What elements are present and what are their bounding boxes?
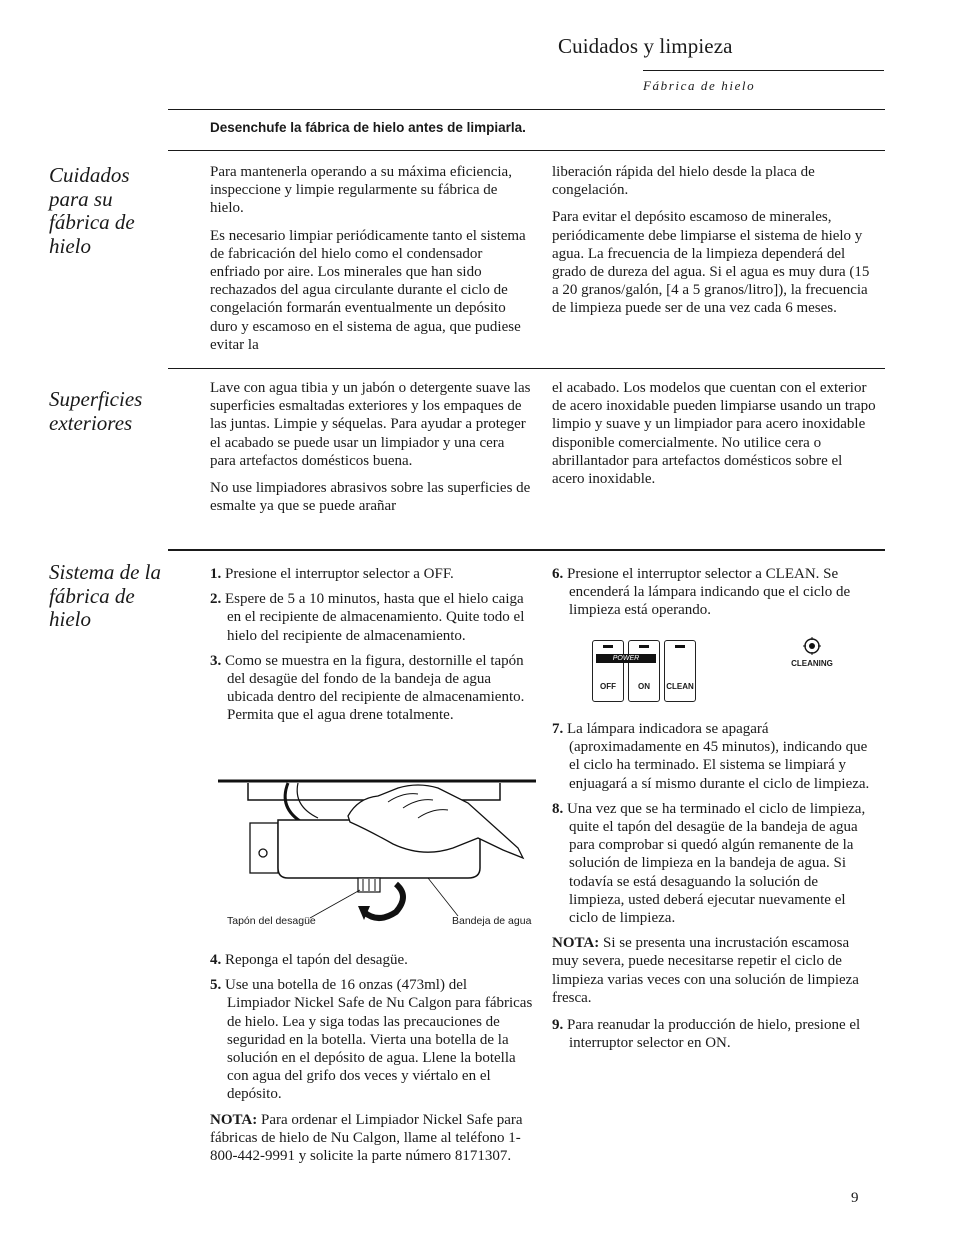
- step-item: 1. Presione el interruptor selector a OFF.: [210, 566, 454, 582]
- indicator-lamp: [639, 645, 649, 648]
- surfaces-paragraph: Lave con agua tibia y un jabón o detergente suave las superficies esmaltadas exteriores y los empaques de las juntas. Limpie y séquelas. Para ayudar a proteger el acabado se puede usar un limpiador y una cera para artefactos domésticos buena.: [210, 380, 531, 469]
- drain-illustration: [218, 778, 536, 930]
- drain-figure: [218, 778, 536, 930]
- figure-label-plug: Tapón del desagüe: [227, 915, 316, 927]
- system-left-steps: [210, 565, 533, 732]
- header-rule: [643, 70, 884, 71]
- surfaces-paragraph: No use limpiadores abrasivos sobre las superficies de esmalte ya que se puede arañar: [210, 480, 531, 515]
- care-paragraph: liberación rápida del hielo desde la placa de congelación.: [552, 164, 815, 199]
- page-number: 9: [851, 1190, 859, 1206]
- off-switch: OFF: [592, 640, 624, 702]
- step-item: 3. Como se muestra en la figura, destornille el tapón del desagüe del fondo de la bandeja de agua ubicada dentro del recipiente de almacenamiento. Permita que el agua drene totalmente.: [210, 652, 525, 724]
- divider-system: [168, 549, 885, 551]
- indicator-lamp: [675, 645, 685, 648]
- system-right-steps-2: [552, 720, 877, 1059]
- step-item: 4. Reponga el tapón del desagüe.: [210, 952, 408, 968]
- care-left-column: [210, 163, 533, 363]
- step-item: 6. Presione el interruptor selector a CLEAN. Se encenderá la lámpara indicando que el ciclo de limpieza está operando.: [552, 566, 851, 619]
- step-item: 7. La lámpara indicadora se apagará (aproximadamente en 45 minutos), indicando que el ciclo ha terminado. El sistema se limpiará y enjuagará a sí mismo durante el ciclo de limpieza.: [552, 721, 870, 792]
- step-item: 9. Para reanudar la producción de hielo, presione el interruptor selector en ON.: [552, 1017, 861, 1052]
- note-right: NOTA: Si se presenta una incrustación escamosa muy severa, puede necesitarse repetir el ciclo de limpieza varias veces con una solución de limpieza fresca.: [552, 935, 859, 1006]
- page-subtitle: Fábrica de hielo: [643, 78, 756, 93]
- figure-label-tray: Bandeja de agua: [452, 915, 532, 927]
- indicator-lamp: [603, 645, 613, 648]
- on-switch: ON: [628, 640, 660, 702]
- power-label: POWER: [596, 654, 656, 663]
- step-item: 8. Una vez que se ha terminado el ciclo de limpieza, quite el tapón del desagüe de la bandeja de agua para comprobar si quedó algún remanente de la solución de limpieza en la bandeja de agua. Si todavía se está desaguando la solución de limpieza, usted deberá ejecutar nuevamente el ciclo de limpieza.: [552, 800, 866, 927]
- cleaning-label: CLEANING: [791, 659, 833, 668]
- system-left-steps-2: [210, 951, 533, 1174]
- surfaces-paragraph: el acabado. Los modelos que cuentan con el exterior de acero inoxidable pueden limpiarse usando un trapo limpio y suave y un limpiador para acero inoxidable disponible comercialmente. No utilice cera o abrillantador para artefactos domésticos sobre el acero inoxidable.: [552, 380, 876, 488]
- surfaces-left-column: [210, 379, 533, 524]
- cleaning-indicator: [788, 636, 836, 668]
- cleaning-icon: [802, 636, 822, 656]
- divider-care: [168, 150, 885, 151]
- care-paragraph: Para evitar el depósito escamoso de minerales, periódicamente debe limpiarse el sistema de hielo y agua. La frecuencia de la limpieza dependerá del grado de dureza del agua. Si el agua es muy dura (15 a 20 granos/galón, [4 a 5 granos/litro]), la frecuencia de limpieza puede ser de una vez cada 6 meses.: [552, 209, 870, 317]
- clean-switch: CLEAN: [664, 640, 696, 702]
- care-paragraph: Para mantenerla operando a su máxima eficiencia, inspeccione y limpie regularmente su fábrica de hielo.: [210, 164, 512, 217]
- step-item: 2. Espere de 5 a 10 minutos, hasta que el hielo caiga en el recipiente de almacenamiento. Quite todo el hielo del recipiente de almacenamiento.: [210, 591, 525, 644]
- unplug-warning: Desenchufe la fábrica de hielo antes de limpiarla.: [210, 120, 526, 135]
- care-paragraph: Es necesario limpiar periódicamente tanto el sistema de fabricación del hielo como el condensador enfriado por aire. Los minerales que han sido rechazados del agua circulante durante el ciclo de congelación formarán eventualmente un depósito duro y escamoso en el sistema de agua, que pudiese evitar la: [210, 227, 526, 353]
- system-heading: Sistema de la fábrica de hielo: [49, 560, 161, 631]
- note-left: NOTA: Para ordenar el Limpiador Nickel Safe para fábricas de hielo de Nu Calgon, llame al teléfono 1-800-442-9991 y solicite la parte número 8171307.: [210, 1111, 523, 1165]
- system-right-steps: [552, 565, 877, 627]
- control-panel: [592, 640, 698, 700]
- page-title: Cuidados y limpieza: [558, 34, 733, 58]
- surfaces-heading: Superficies exteriores: [49, 387, 143, 435]
- care-right-column: [552, 163, 877, 327]
- care-heading: Cuidados para su fábrica de hielo: [49, 163, 135, 258]
- step-item: 5. Use una botella de 16 onzas (473ml) del Limpiador Nickel Safe de Nu Calgon para fábricas de hielo. Lea y siga todas las precauciones de seguridad en la botella. Vierta una botella de la solución en el depósito de agua. Llene la botella con agua del grifo dos veces y viértalo en el depósito.: [210, 977, 533, 1103]
- top-divider: [168, 109, 885, 110]
- divider-surfaces: [168, 368, 885, 369]
- surfaces-right-column: [552, 379, 877, 497]
